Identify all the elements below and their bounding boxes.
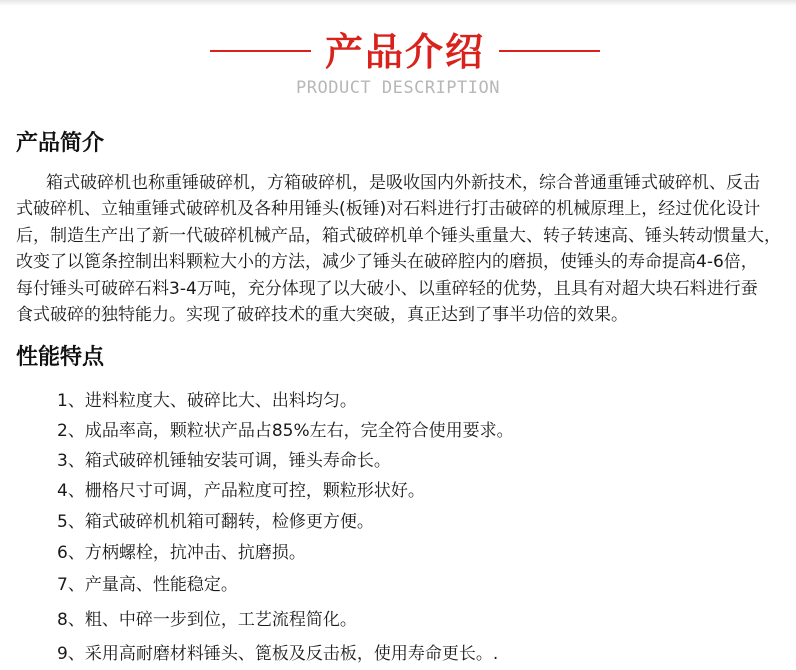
intro-paragraph [16, 170, 792, 328]
intro-heading: 产品简介 [16, 131, 105, 156]
title-right-line [499, 50, 600, 52]
feature-item: 8、粗、中碎一步到位，工艺流程简化。 [57, 610, 357, 630]
intro-line: 式破碎机、立轴重锤式破碎机及各种用锤头(板锤)对石料进行打击破碎的机械原理上，经过优化设计 [16, 199, 761, 220]
feature-item: 9、采用高耐磨材料锤头、篦板及反击板，使用寿命更长。. [57, 644, 499, 664]
title-left-line [210, 50, 311, 52]
intro-line: 食式破碎的独特能力。实现了破碎技术的重大突破，真正达到了事半功倍的效果。 [16, 305, 628, 326]
page-title: 产品介绍 [324, 30, 485, 74]
feature-item: 1、进料粒度大、破碎比大、出料均匀。 [57, 391, 357, 411]
features-heading: 性能特点 [16, 345, 105, 370]
intro-line: 每付锤头可破碎石料3-4万吨，充分体现了以大破小、以重碎轻的优势，且具有对超大块石料进行蚕 [16, 278, 758, 299]
feature-item: 3、箱式破碎机锤轴安装可调，锤头寿命长。 [57, 451, 391, 471]
feature-item: 2、成品率高，颗粒状产品占85%左右，完全符合使用要求。 [57, 421, 514, 441]
feature-item: 6、方柄螺栓，抗冲击、抗磨损。 [57, 543, 306, 563]
top-divider [0, 0, 796, 6]
feature-item: 5、箱式破碎机机箱可翻转，检修更方便。 [57, 512, 374, 532]
feature-item: 7、产量高、性能稳定。 [57, 575, 238, 595]
section-header [0, 28, 796, 108]
intro-line: 后，制造生产出了新一代破碎机械产品，箱式破碎机单个锤头重量大、转子转速高、锤头转动惯量大， [16, 225, 781, 246]
feature-item: 4、栅格尺寸可调，产品粒度可控，颗粒形状好。 [57, 481, 425, 501]
intro-line: 箱式破碎机也称重锤破碎机，方箱破碎机，是吸收国内外新技术，综合普通重锤式破碎机、反击 [46, 173, 760, 193]
intro-line: 改变了以篦条控制出料颗粒大小的方法，减少了锤头在破碎腔内的磨损，使锤头的寿命提高4-6倍， [16, 252, 758, 273]
page-subtitle: PRODUCT DESCRIPTION [296, 78, 500, 98]
